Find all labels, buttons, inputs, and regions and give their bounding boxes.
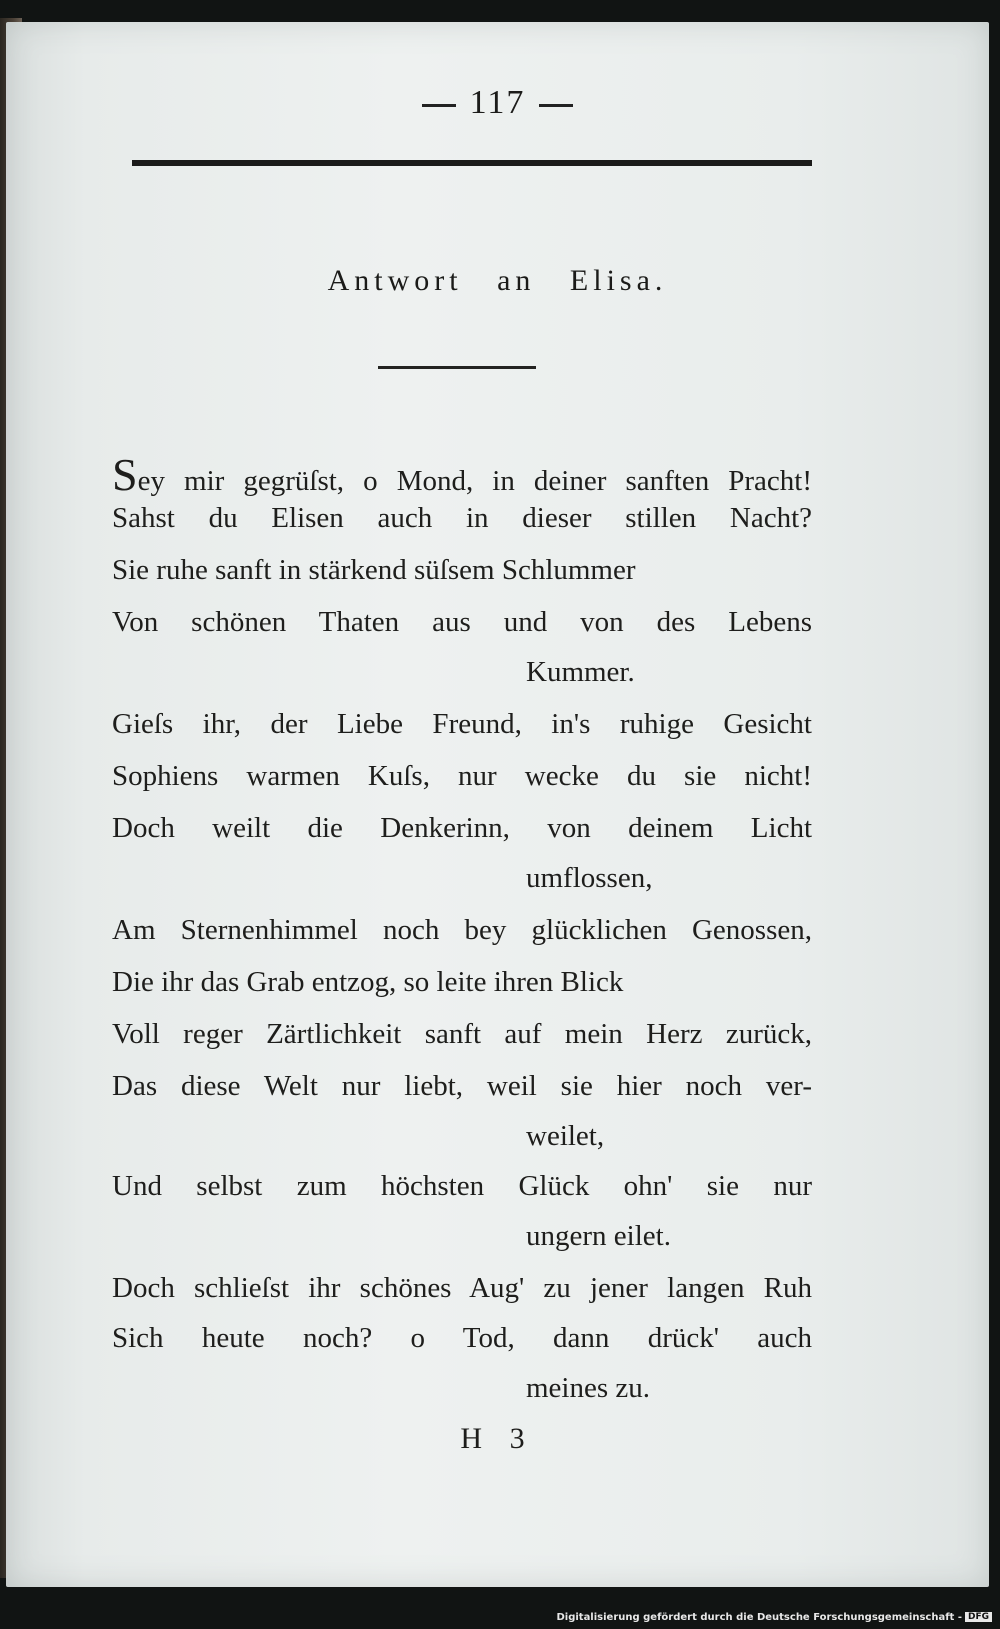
poem-line: Doch weilt die Denkerinn, von deinem Licht — [112, 812, 812, 844]
poem-line: Kummer. — [526, 656, 635, 688]
poem-title-word-3: Elisa. — [569, 264, 668, 297]
book-page — [6, 22, 989, 1587]
poem-line: meines zu. — [526, 1372, 651, 1404]
poem-line: weilet, — [526, 1120, 605, 1152]
poem-line: Sie ruhe sanft in stärkend süſsem Schlummer — [112, 554, 636, 586]
poem-title-word-1: Antwort — [327, 264, 463, 297]
poem-line: Sophiens warmen Kuſs, nur wecke du sie nicht! — [112, 760, 812, 792]
drop-cap: S — [112, 449, 138, 500]
poem-line: Die ihr das Grab entzog, so leite ihren Blick — [112, 966, 624, 998]
poem-line: Das diese Welt nur liebt, weil sie hier noch ver- — [112, 1070, 812, 1102]
poem-line: Gieſs ihr, der Liebe Freund, in's ruhige Gesicht — [112, 708, 812, 740]
poem-line: Sey mir gegrüſst, o Mond, in deiner sanften Pracht! — [112, 449, 812, 500]
poem-line: ungern eilet. — [526, 1220, 671, 1252]
poem-line: Sich heute noch? o Tod, dann drück' auch — [112, 1322, 812, 1354]
page-number-text: 117 — [469, 84, 526, 121]
poem-line: Von schönen Thaten aus und von des Lebens — [112, 606, 812, 638]
poem-line: Am Sternenhimmel noch bey glücklichen Genossen, — [112, 914, 812, 946]
poem-title — [6, 264, 989, 298]
poem-line: Doch schlieſst ihr schönes Aug' zu jener langen Ruh — [112, 1272, 812, 1304]
poem-line: umflossen, — [526, 862, 653, 894]
page-number-dash-right — [539, 104, 573, 107]
signature-mark: H 3 — [460, 1422, 535, 1455]
poem-line: Und selbst zum höchsten Glück ohn' sie nur — [112, 1170, 812, 1202]
page-number-dash-left — [422, 104, 456, 107]
poem-line: Sahst du Elisen auch in dieser stillen Nacht? — [112, 502, 812, 534]
page-number — [6, 84, 989, 122]
title-rule — [378, 366, 536, 369]
credit-text: Digitalisierung gefördert durch die Deutsche Forschungsgemeinschaft - — [556, 1612, 962, 1623]
header-rule — [132, 160, 812, 166]
dfg-logo: DFG — [965, 1612, 992, 1622]
digitization-credit — [556, 1612, 992, 1623]
poem-line: Voll reger Zärtlichkeit sanft auf mein Herz zurück, — [112, 1018, 812, 1050]
poem-title-word-2: an — [497, 264, 536, 297]
